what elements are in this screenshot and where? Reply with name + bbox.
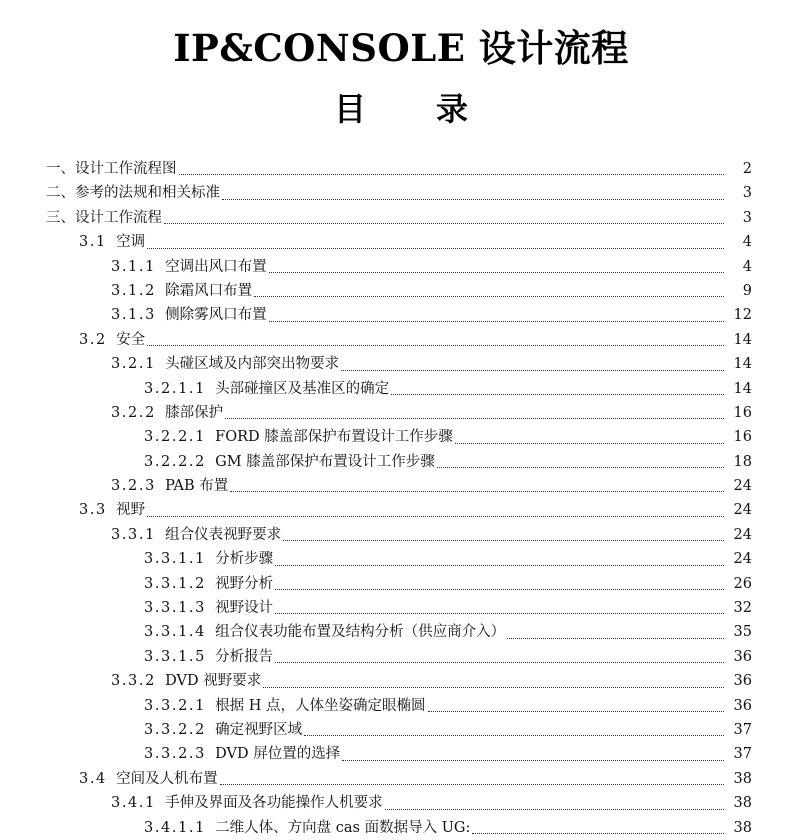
toc-entry[interactable] bbox=[0, 450, 752, 474]
toc-entry-page: 36 bbox=[733, 673, 752, 690]
toc-entry-number: 3.3.1.3 bbox=[144, 600, 206, 617]
toc-entry-number: 3.1.1 bbox=[111, 258, 156, 275]
toc-entry[interactable] bbox=[0, 181, 752, 205]
toc-leader-dots bbox=[275, 589, 724, 590]
toc-entry[interactable] bbox=[0, 669, 752, 693]
toc-leader-dots bbox=[147, 248, 724, 249]
toc-entry-text: GM 膝盖部保护布置设计工作步骤 bbox=[215, 453, 435, 470]
toc-entry-page: 36 bbox=[733, 697, 752, 714]
toc-entry-page: 38 bbox=[733, 770, 752, 787]
toc-entry[interactable] bbox=[0, 791, 752, 815]
toc-entry-text: PAB 布置 bbox=[165, 478, 229, 495]
toc-entry[interactable] bbox=[0, 230, 752, 254]
toc-entry[interactable] bbox=[0, 255, 752, 279]
toc-entry-label bbox=[144, 572, 273, 596]
toc-entry-number: 3.4.1 bbox=[111, 795, 156, 812]
toc-entry-label bbox=[111, 523, 281, 547]
toc-leader-dots bbox=[263, 687, 724, 688]
toc-leader-dots bbox=[220, 784, 724, 785]
toc-entry-page: 14 bbox=[733, 331, 752, 348]
toc-leader-dots bbox=[147, 345, 724, 346]
toc-entry-label bbox=[144, 694, 426, 718]
toc-entry-page: 24 bbox=[733, 551, 752, 568]
toc-entry-page: 37 bbox=[733, 721, 752, 738]
toc-entry[interactable] bbox=[0, 742, 752, 766]
toc-leader-dots bbox=[269, 321, 724, 322]
toc-entry-label bbox=[111, 401, 223, 425]
toc-list bbox=[0, 157, 752, 840]
toc-entry-text: 侧除雾风口布置 bbox=[165, 307, 267, 324]
toc-entry-text: 除霜风口布置 bbox=[165, 282, 253, 299]
toc-entry[interactable] bbox=[0, 816, 752, 840]
toc-entry-label bbox=[111, 255, 267, 279]
toc-entry-page: 12 bbox=[733, 307, 752, 324]
toc-entry-text: DVD 屏位置的选择 bbox=[215, 746, 341, 763]
toc-entry-text: 组合仪表视野要求 bbox=[165, 526, 282, 543]
toc-entry-page: 3 bbox=[742, 185, 752, 202]
toc-entry[interactable] bbox=[0, 206, 752, 230]
toc-entry-page: 38 bbox=[733, 795, 752, 812]
toc-entry-text: 根据 H 点，人体坐姿确定眼椭圆 bbox=[215, 697, 426, 714]
toc-leader-dots bbox=[283, 540, 724, 541]
toc-leader-dots bbox=[269, 272, 724, 273]
toc-leader-dots bbox=[304, 735, 724, 736]
toc-entry-text: 参考的法规和相关标准 bbox=[75, 185, 220, 202]
toc-entry-number: 3.2 bbox=[79, 331, 107, 348]
toc-entry-text: 视野设计 bbox=[215, 600, 274, 617]
toc-entry-label bbox=[144, 596, 273, 620]
toc-entry-label bbox=[144, 742, 340, 766]
toc-leader-dots bbox=[472, 833, 724, 834]
toc-leader-dots bbox=[225, 418, 724, 419]
toc-entry-text: DVD 视野要求 bbox=[165, 673, 262, 690]
toc-entry-text: 视野 bbox=[116, 502, 146, 519]
toc-entry-number: 三、 bbox=[46, 209, 75, 226]
toc-entry-number: 3.3.2 bbox=[111, 673, 156, 690]
toc-leader-dots bbox=[222, 199, 724, 200]
toc-entry-number: 3.3.1.2 bbox=[144, 575, 206, 592]
toc-entry-label bbox=[144, 816, 470, 840]
toc-entry-number: 3.3.1.4 bbox=[144, 624, 206, 641]
toc-entry[interactable] bbox=[0, 401, 752, 425]
toc-entry-number: 3.3.2.1 bbox=[144, 697, 206, 714]
toc-leader-dots bbox=[341, 370, 724, 371]
toc-entry-number: 3.1.3 bbox=[111, 307, 156, 324]
toc-entry[interactable] bbox=[0, 328, 752, 352]
toc-entry[interactable] bbox=[0, 377, 752, 401]
toc-entry-label bbox=[79, 328, 145, 352]
toc-entry[interactable] bbox=[0, 596, 752, 620]
toc-entry-page: 32 bbox=[733, 600, 752, 617]
toc-entry-text: 空间及人机布置 bbox=[116, 770, 218, 787]
toc-entry[interactable] bbox=[0, 572, 752, 596]
toc-entry-number: 3.4.1.1 bbox=[144, 819, 206, 836]
toc-entry-text: 头碰区域及内部突出物要求 bbox=[165, 356, 340, 373]
toc-entry-page: 14 bbox=[733, 380, 752, 397]
toc-entry[interactable] bbox=[0, 694, 752, 718]
toc-entry-text: 视野分析 bbox=[215, 575, 274, 592]
toc-entry-text: 二维人体、方向盘 cas 面数据导入 UG: bbox=[215, 819, 471, 836]
toc-entry-page: 38 bbox=[733, 819, 752, 836]
toc-entry-page: 3 bbox=[742, 209, 752, 226]
toc-entry-number: 3.1.2 bbox=[111, 282, 156, 299]
toc-entry-label bbox=[46, 157, 177, 181]
document-title: IP&CONSOLE 设计流程 bbox=[173, 26, 629, 70]
toc-entry[interactable] bbox=[0, 620, 752, 644]
toc-entry-label bbox=[79, 230, 145, 254]
toc-entry-number: 一、 bbox=[46, 160, 75, 177]
toc-entry-label bbox=[111, 352, 339, 376]
toc-entry-number: 3.2.3 bbox=[111, 478, 156, 495]
toc-entry-number: 3.3.2.2 bbox=[144, 721, 206, 738]
toc-entry-page: 16 bbox=[733, 404, 752, 421]
toc-entry-number: 3.3.1.5 bbox=[144, 648, 206, 665]
toc-entry-text: 安全 bbox=[116, 331, 146, 348]
toc-entry-label bbox=[46, 206, 162, 230]
toc-entry-label bbox=[111, 279, 252, 303]
toc-leader-dots bbox=[385, 809, 724, 810]
toc-leader-dots bbox=[164, 223, 724, 224]
toc-entry-text: 膝部保护 bbox=[165, 404, 224, 421]
toc-entry-text: 分析报告 bbox=[215, 648, 274, 665]
toc-entry-label bbox=[79, 498, 145, 522]
toc-entry-label bbox=[111, 303, 267, 327]
toc-entry-label bbox=[144, 620, 505, 644]
toc-leader-dots bbox=[428, 711, 724, 712]
toc-entry-text: 手伸及界面及各功能操作人机要求 bbox=[165, 795, 383, 812]
toc-entry-text: 设计工作流程图 bbox=[75, 160, 177, 177]
toc-entry-label bbox=[79, 767, 218, 791]
toc-entry[interactable] bbox=[0, 352, 752, 376]
toc-entry-page: 24 bbox=[733, 526, 752, 543]
toc-entry-number: 3.4 bbox=[79, 770, 107, 787]
toc-entry-text: 确定视野区域 bbox=[215, 721, 303, 738]
toc-entry-label bbox=[46, 181, 220, 205]
toc-entry-number: 3.2.2 bbox=[111, 404, 156, 421]
toc-entry-number: 3.3.1 bbox=[111, 526, 156, 543]
toc-entry-page: 14 bbox=[733, 356, 752, 373]
toc-leader-dots bbox=[275, 662, 724, 663]
toc-entry-label bbox=[144, 547, 273, 571]
toc-entry-page: 16 bbox=[733, 429, 752, 446]
toc-entry[interactable] bbox=[0, 498, 752, 522]
toc-entry[interactable] bbox=[0, 157, 752, 181]
toc-entry-text: 空调 bbox=[116, 234, 146, 251]
toc-entry-page: 35 bbox=[733, 624, 752, 641]
toc-entry-number: 3.3.2.3 bbox=[144, 746, 206, 763]
toc-leader-dots bbox=[179, 174, 725, 175]
toc-leader-dots bbox=[275, 565, 724, 566]
toc-entry-label bbox=[111, 474, 228, 498]
toc-leader-dots bbox=[230, 491, 724, 492]
toc-entry[interactable] bbox=[0, 474, 752, 498]
toc-entry-text: 分析步骤 bbox=[215, 551, 274, 568]
toc-entry-label bbox=[144, 425, 453, 449]
toc-entry-number: 3.1 bbox=[79, 234, 107, 251]
toc-entry-page: 24 bbox=[733, 478, 752, 495]
toc-entry-page: 18 bbox=[733, 453, 752, 470]
toc-entry-label bbox=[144, 377, 389, 401]
toc-entry-label bbox=[144, 718, 302, 742]
toc-entry-number: 二、 bbox=[46, 185, 75, 202]
toc-entry-page: 2 bbox=[742, 160, 752, 177]
toc-entry-label bbox=[111, 669, 261, 693]
toc-leader-dots bbox=[254, 296, 724, 297]
toc-entry-label bbox=[144, 450, 435, 474]
toc-leader-dots bbox=[391, 394, 724, 395]
toc-entry-page: 9 bbox=[742, 282, 752, 299]
toc-entry-text: 空调出风口布置 bbox=[165, 258, 267, 275]
toc-entry-label bbox=[144, 645, 273, 669]
toc-entry-page: 26 bbox=[733, 575, 752, 592]
toc-leader-dots bbox=[437, 467, 724, 468]
toc-entry[interactable] bbox=[0, 645, 752, 669]
toc-entry[interactable] bbox=[0, 425, 752, 449]
toc-entry[interactable] bbox=[0, 767, 752, 791]
toc-leader-dots bbox=[275, 613, 724, 614]
toc-leader-dots bbox=[342, 760, 724, 761]
toc-entry-text: 组合仪表功能布置及结构分析（供应商介入） bbox=[215, 624, 506, 641]
toc-entry-number: 3.2.2.1 bbox=[144, 429, 206, 446]
toc-entry[interactable] bbox=[0, 279, 752, 303]
toc-entry-number: 3.3 bbox=[79, 502, 107, 519]
toc-entry[interactable] bbox=[0, 303, 752, 327]
toc-leader-dots bbox=[455, 443, 724, 444]
toc-leader-dots bbox=[147, 516, 724, 517]
toc-entry-page: 4 bbox=[742, 234, 752, 251]
toc-entry-page: 36 bbox=[733, 648, 752, 665]
toc-entry-text: 设计工作流程 bbox=[75, 209, 162, 226]
toc-entry-label bbox=[111, 791, 383, 815]
toc-entry-page: 4 bbox=[742, 258, 752, 275]
toc-entry-number: 3.2.2.2 bbox=[144, 453, 206, 470]
toc-entry[interactable] bbox=[0, 523, 752, 547]
toc-entry-number: 3.3.1.1 bbox=[144, 551, 206, 568]
toc-entry-number: 3.2.1 bbox=[111, 356, 156, 373]
toc-entry-page: 24 bbox=[733, 502, 752, 519]
toc-entry-number: 3.2.1.1 bbox=[144, 380, 206, 397]
toc-entry-page: 37 bbox=[733, 746, 752, 763]
toc-entry[interactable] bbox=[0, 547, 752, 571]
toc-heading: 目录 bbox=[333, 90, 538, 128]
toc-leader-dots bbox=[507, 638, 724, 639]
toc-entry[interactable] bbox=[0, 718, 752, 742]
toc-entry-text: 头部碰撞区及基准区的确定 bbox=[215, 380, 390, 397]
toc-entry-text: FORD 膝盖部保护布置设计工作步骤 bbox=[215, 429, 453, 446]
